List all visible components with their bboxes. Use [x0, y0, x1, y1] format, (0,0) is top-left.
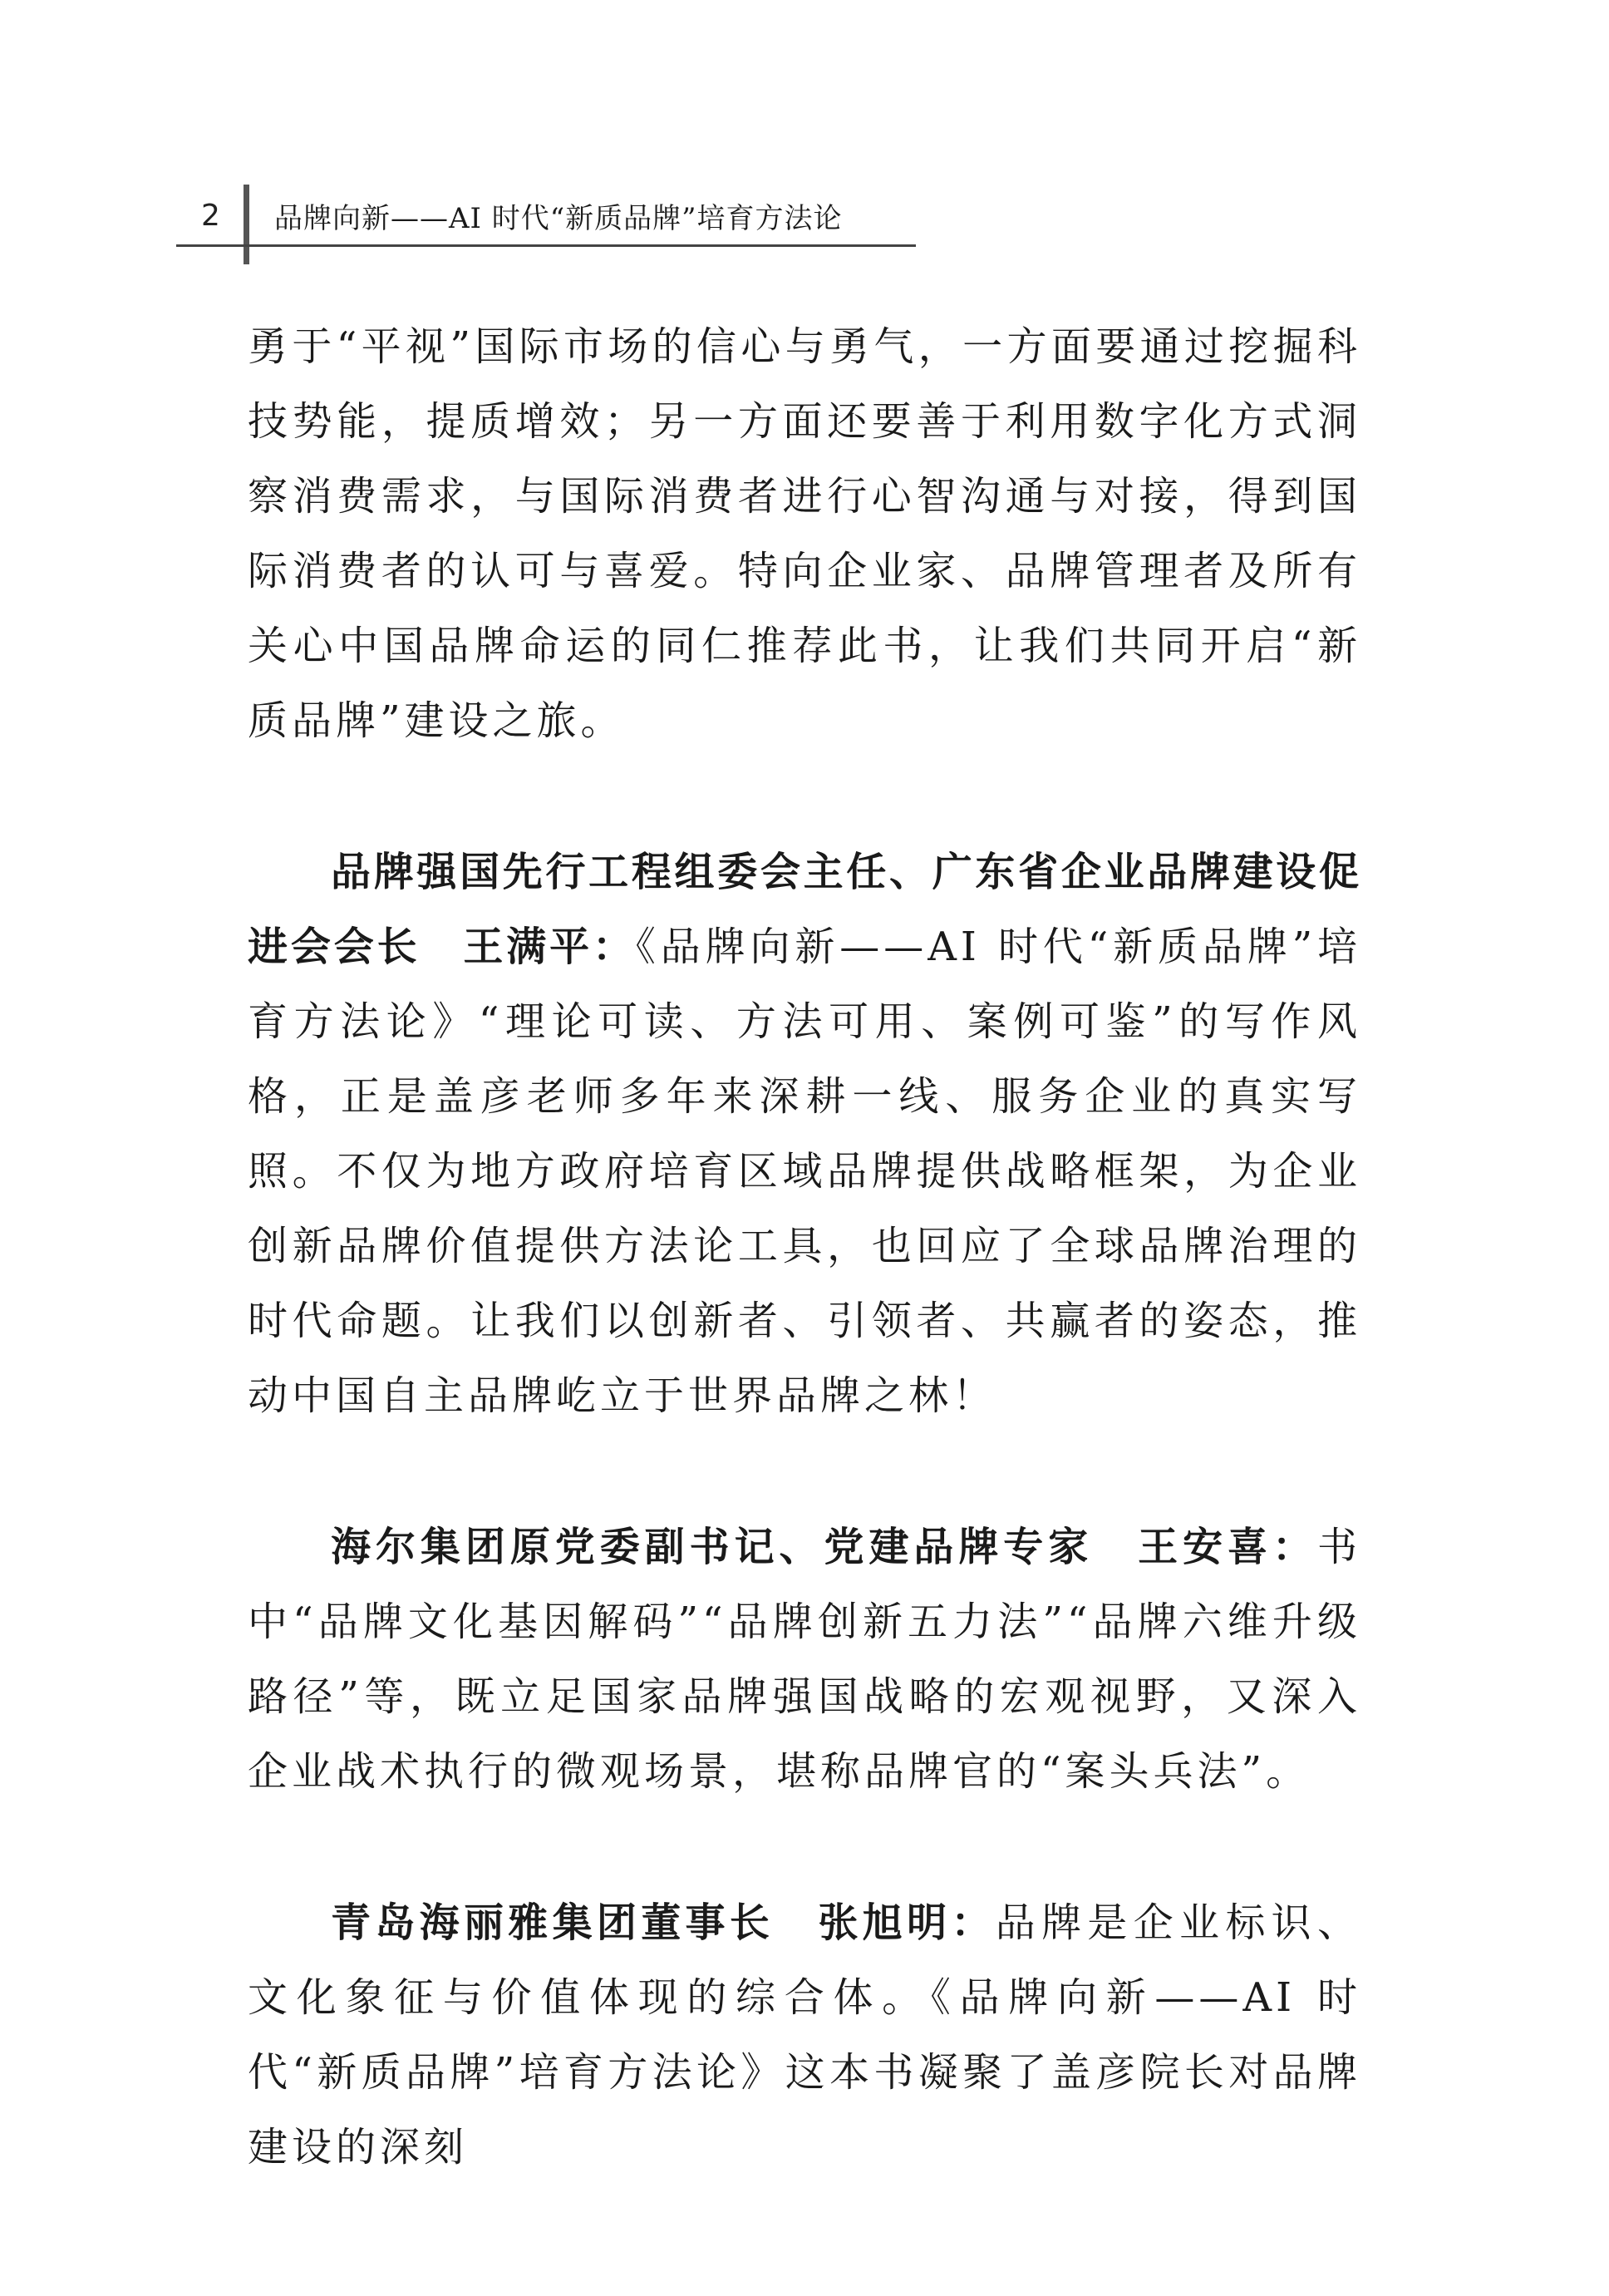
paragraph-text: 勇于“平视”国际市场的信心与勇气，一方面要通过挖掘科技势能，提质增效；另一方面还要善于利用数字化方式洞察消费需求，与国际消费者进行心智沟通与对接，得到国际消费者的认可与喜爱。特向企业家、品牌管理者及所有关心中国品牌命运的同仁推荐此书，让我们共同开启“新质品牌”建设之旅。 — [248, 323, 1361, 744]
page-number: 2 — [201, 199, 220, 233]
running-head — [176, 185, 916, 249]
book-title: 品牌向新——AI 时代“新质品牌”培育方法论 — [274, 202, 843, 235]
endorsement-text: 品牌是企业标识、文化象征与价值体现的综合体。《品牌向新——AI 时代“新质品牌”培育方法论》这本书凝聚了盖彦院长对品牌建设的深刻 — [248, 1899, 1361, 2170]
endorsement-paragraph — [248, 1885, 1361, 2185]
paragraph-continued — [248, 309, 1361, 758]
endorser-name: 海尔集团原党委副书记、党建品牌专家 王安喜： — [331, 1524, 1317, 1570]
header-horizontal-rule — [176, 244, 916, 247]
endorsement-paragraph — [248, 835, 1361, 1433]
header-vertical-rule — [244, 185, 249, 264]
endorsement-text: 《品牌向新——AI 时代“新质品牌”培育方法论》“理论可读、方法可用、案例可鉴”的写作风格，正是盖彦老师多年来深耕一线、服务企业的真实写照。不仅为地方政府培育区域品牌提供战略框架，为企业创新品牌价值提供方法论工具，也回应了全球品牌治理的时代命题。让我们以创新者、引领者、共赢者的姿态，推动中国自主品牌屹立于世界品牌之林！ — [248, 924, 1361, 1419]
endorser-name: 青岛海丽雅集团董事长 张旭明： — [331, 1899, 996, 1946]
body-text — [248, 309, 1361, 2185]
endorsement-paragraph — [248, 1510, 1361, 1809]
endorsement-text: 书中“品牌文化基因解码”“品牌创新五力法”“品牌六维升级路径”等，既立足国家品牌强国战略的宏观视野，又深入企业战术执行的微观场景，堪称品牌官的“案头兵法”。 — [248, 1524, 1361, 1795]
endorser-name: 品牌强国先行工程组委会主任、广东省企业品牌建设促进会会长 王满平： — [248, 849, 1361, 970]
